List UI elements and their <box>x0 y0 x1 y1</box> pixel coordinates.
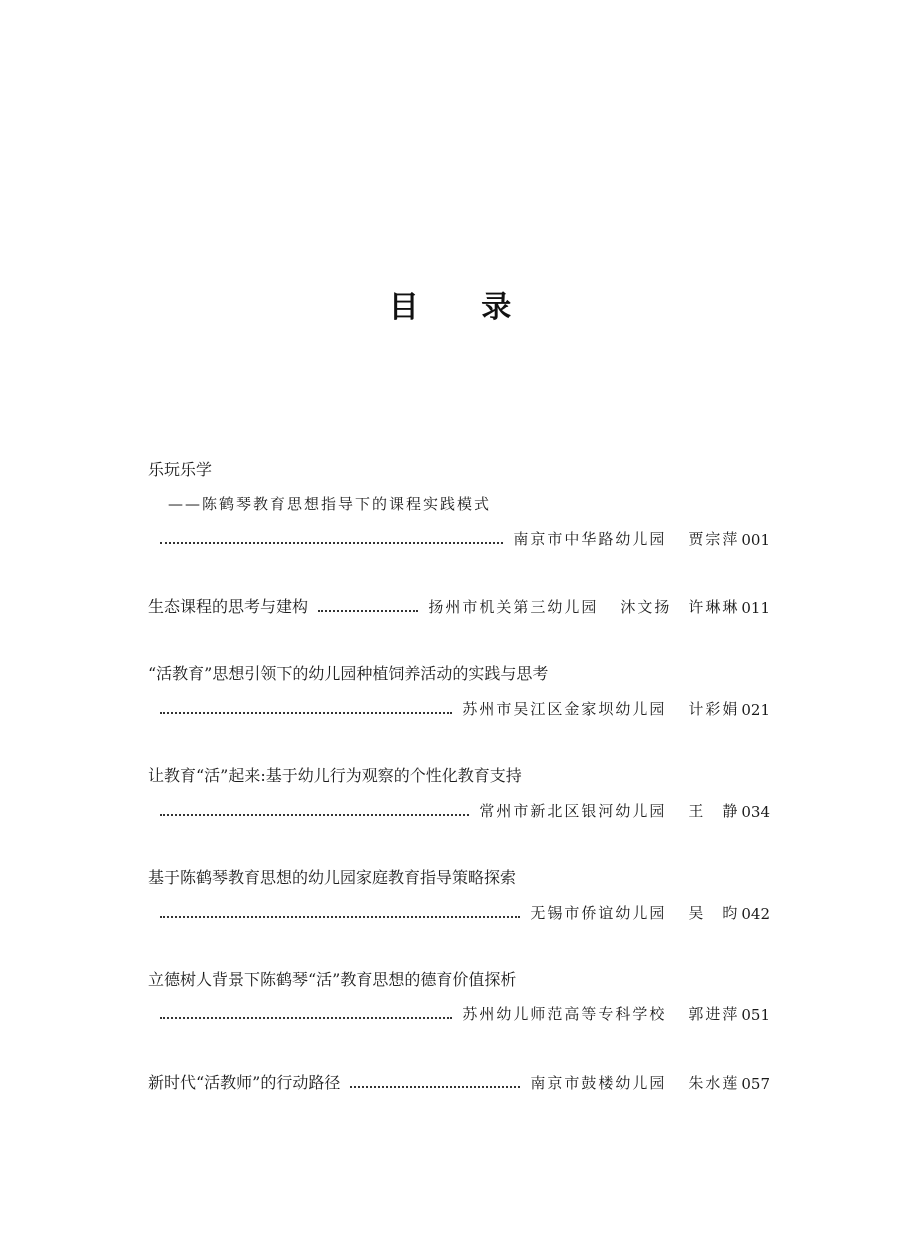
entry-org: 南京市鼓楼幼儿园 <box>530 1074 667 1092</box>
toc-entry-title <box>148 456 770 480</box>
toc-entry-leader[interactable] <box>148 695 770 719</box>
toc-entry-title <box>148 660 770 684</box>
dot-leader <box>160 1017 452 1019</box>
toc-entry-leader[interactable] <box>148 1000 770 1024</box>
toc-entry-leader[interactable] <box>148 525 770 549</box>
entry-title: 乐玩乐学 <box>148 460 213 479</box>
toc-entry-leader[interactable] <box>148 899 770 923</box>
entry-title: 基于陈鹤琴教育思想的幼儿园家庭教育指导策略探索 <box>148 868 517 887</box>
entry-page: 001 <box>741 531 770 549</box>
entry-author: 朱水莲 <box>688 1074 740 1092</box>
entry-author: 王 静 <box>688 802 740 820</box>
toc-entry-subtitle <box>148 490 770 514</box>
entry-org: 扬州市机关第三幼儿园 <box>428 598 599 616</box>
entry-page: 051 <box>741 1006 770 1024</box>
toc-entry-title <box>148 762 770 786</box>
dot-leader <box>160 712 452 714</box>
toc-entry[interactable] <box>148 1069 770 1093</box>
entry-org: 苏州市吴江区金家坝幼儿园 <box>462 700 667 718</box>
entry-page: 011 <box>741 599 770 617</box>
dot-leader <box>160 542 503 544</box>
dot-leader <box>160 916 520 918</box>
entry-org: 常州市新北区银河幼儿园 <box>479 802 667 820</box>
entry-page: 042 <box>741 905 770 923</box>
entry-subtitle: ——陈鹤琴教育思想指导下的课程实践模式 <box>168 495 492 513</box>
entry-org: 苏州幼儿师范高等专科学校 <box>462 1005 667 1023</box>
entry-author: 郭进萍 <box>688 1005 740 1023</box>
dot-leader <box>350 1086 520 1088</box>
entry-org: 无锡市侨谊幼儿园 <box>530 904 667 922</box>
entry-title: 生态课程的思考与建构 <box>148 597 309 616</box>
toc-entry-title <box>148 966 770 990</box>
entry-title: 新时代“活教师”的行动路径 <box>148 1073 341 1092</box>
entry-title: 让教育“活”起来:基于幼儿行为观察的个性化教育支持 <box>148 766 522 785</box>
entry-author: 贾宗萍 <box>688 530 740 548</box>
entry-page: 034 <box>741 803 770 821</box>
entry-author: 计彩娟 <box>688 700 740 718</box>
toc-entry-leader[interactable] <box>148 797 770 821</box>
entry-page: 057 <box>741 1075 770 1093</box>
dot-leader <box>160 814 469 816</box>
entry-title: “活教育”思想引领下的幼儿园种植饲养活动的实践与思考 <box>148 664 549 683</box>
dot-leader <box>318 610 418 612</box>
entry-org: 南京市中华路幼儿园 <box>513 530 667 548</box>
entry-author: 沐文扬 许琳琳 <box>620 598 740 616</box>
entry-page: 021 <box>741 701 770 719</box>
entry-author: 吴 昀 <box>688 904 740 922</box>
toc-entry-title <box>148 864 770 888</box>
entry-title: 立德树人背景下陈鹤琴“活”教育思想的德育价值探析 <box>148 970 517 989</box>
toc-entry[interactable] <box>148 593 770 617</box>
page-title: 目 录 <box>388 290 538 325</box>
